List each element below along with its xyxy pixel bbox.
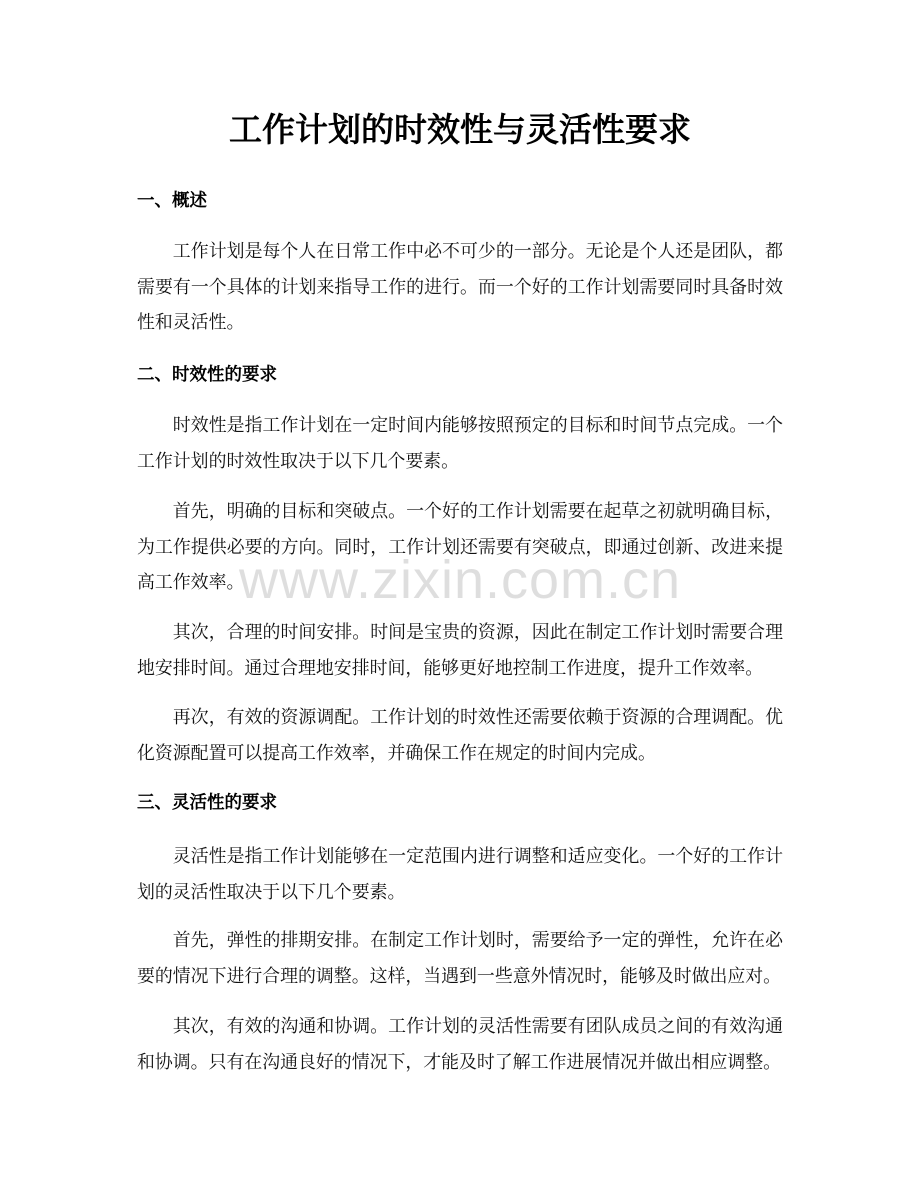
paragraph: 再次，有效的资源调配。工作计划的时效性还需要依赖于资源的合理调配。优化资源配置可以提高工作效率，并确保工作在规定的时间内完成。 <box>137 707 783 764</box>
paragraph: 首先，弹性的排期安排。在制定工作计划时，需要给予一定的弹性，允许在必要的情况下进行合理的调整。这样，当遇到一些意外情况时，能够及时做出应对。 <box>137 930 783 987</box>
document-title: 工作计划的时效性与灵活性要求 <box>229 110 691 149</box>
section-heading-flexibility: 三、灵活性的要求 <box>137 793 277 813</box>
section-heading-timeliness: 二、时效性的要求 <box>137 365 277 385</box>
paragraph: 时效性是指工作计划在一定时间内能够按照预定的目标和时间节点完成。一个工作计划的时效性取决于以下几个要素。 <box>137 415 783 472</box>
section-heading-overview: 一、概述 <box>137 191 207 211</box>
paragraph: 工作计划是每个人在日常工作中必不可少的一部分。无论是个人还是团队，都需要有一个具体的计划来指导工作的进行。而一个好的工作计划需要同时具备时效性和灵活性。 <box>137 241 783 334</box>
paragraph: 其次，有效的沟通和协调。工作计划的灵活性需要有团队成员之间的有效沟通和协调。只有在沟通良好的情况下，才能及时了解工作进展情况并做出相应调整。 <box>137 1016 783 1073</box>
paragraph: 首先，明确的目标和突破点。一个好的工作计划需要在起草之初就明确目标，为工作提供必要的方向。同时，工作计划还需要有突破点，即通过创新、改进来提高工作效率。 <box>137 501 783 594</box>
watermark: www.zixin.com.cn <box>238 550 682 610</box>
paragraph: 其次，合理的时间安排。时间是宝贵的资源，因此在制定工作计划时需要合理地安排时间。通过合理地安排时间，能够更好地控制工作进度，提升工作效率。 <box>137 622 783 679</box>
paragraph: 灵活性是指工作计划能够在一定范围内进行调整和适应变化。一个好的工作计划的灵活性取决于以下几个要素。 <box>137 846 783 903</box>
